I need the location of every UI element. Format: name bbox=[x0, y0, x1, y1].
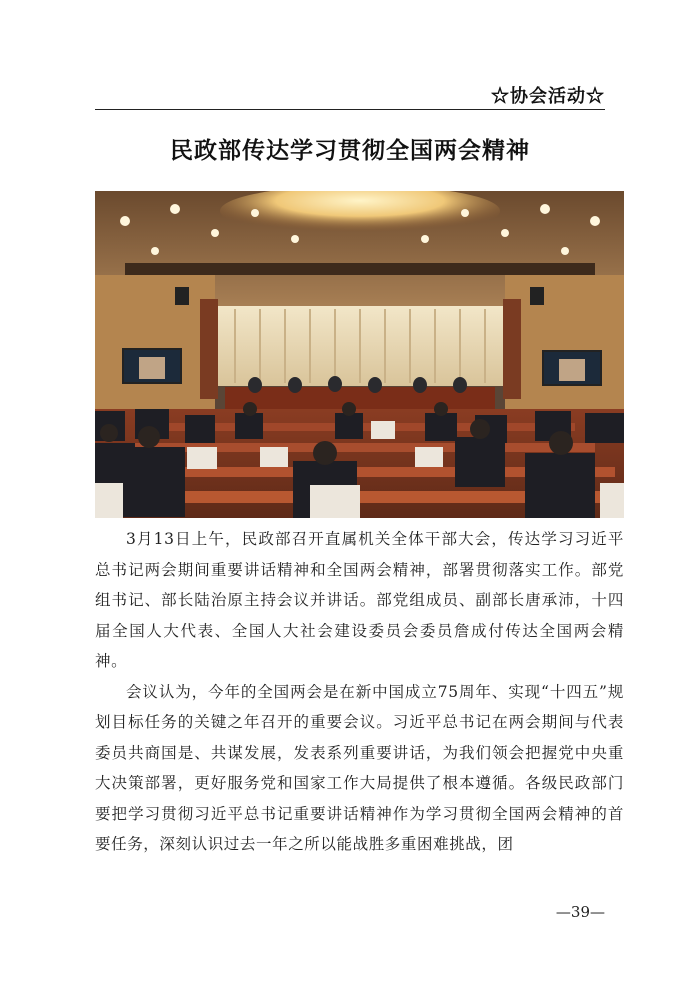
article-title: 民政部传达学习贯彻全国两会精神 bbox=[170, 137, 530, 164]
paragraph: 3月13日上午，民政部召开直属机关全体干部大会，传达学习习近平总书记两会期间重要讲话精神和全国两会精神，部署贯彻落实工作。部党组书记、部长陆治原主持会议并讲话。部党组成员、副部长唐承沛，十四届全国人大代表、全国人大社会建设委员会委员詹成付传达全国两会精神。 bbox=[95, 530, 624, 670]
section-label: ☆协会活动☆ bbox=[491, 86, 605, 107]
header-divider bbox=[95, 109, 605, 110]
page-number: —39— bbox=[555, 903, 605, 921]
article-body bbox=[95, 524, 624, 860]
paragraph: 会议认为，今年的全国两会是在新中国成立75周年、实现“十四五”规划目标任务的关键之年召开的重要会议。习近平总书记在两会期间与代表委员共商国是、共谋发展，发表系列重要讲话，为我们领会把握党中央重大决策部署，更好服务党和国家工作大局提供了根本遵循。各级民政部门要把学习贯彻习近平总书记重要讲话精神作为学习贯彻全国两会精神的首要任务，深刻认识过去一年之所以能战胜多重困难挑战，团 bbox=[95, 682, 624, 853]
meeting-photo bbox=[95, 191, 624, 518]
